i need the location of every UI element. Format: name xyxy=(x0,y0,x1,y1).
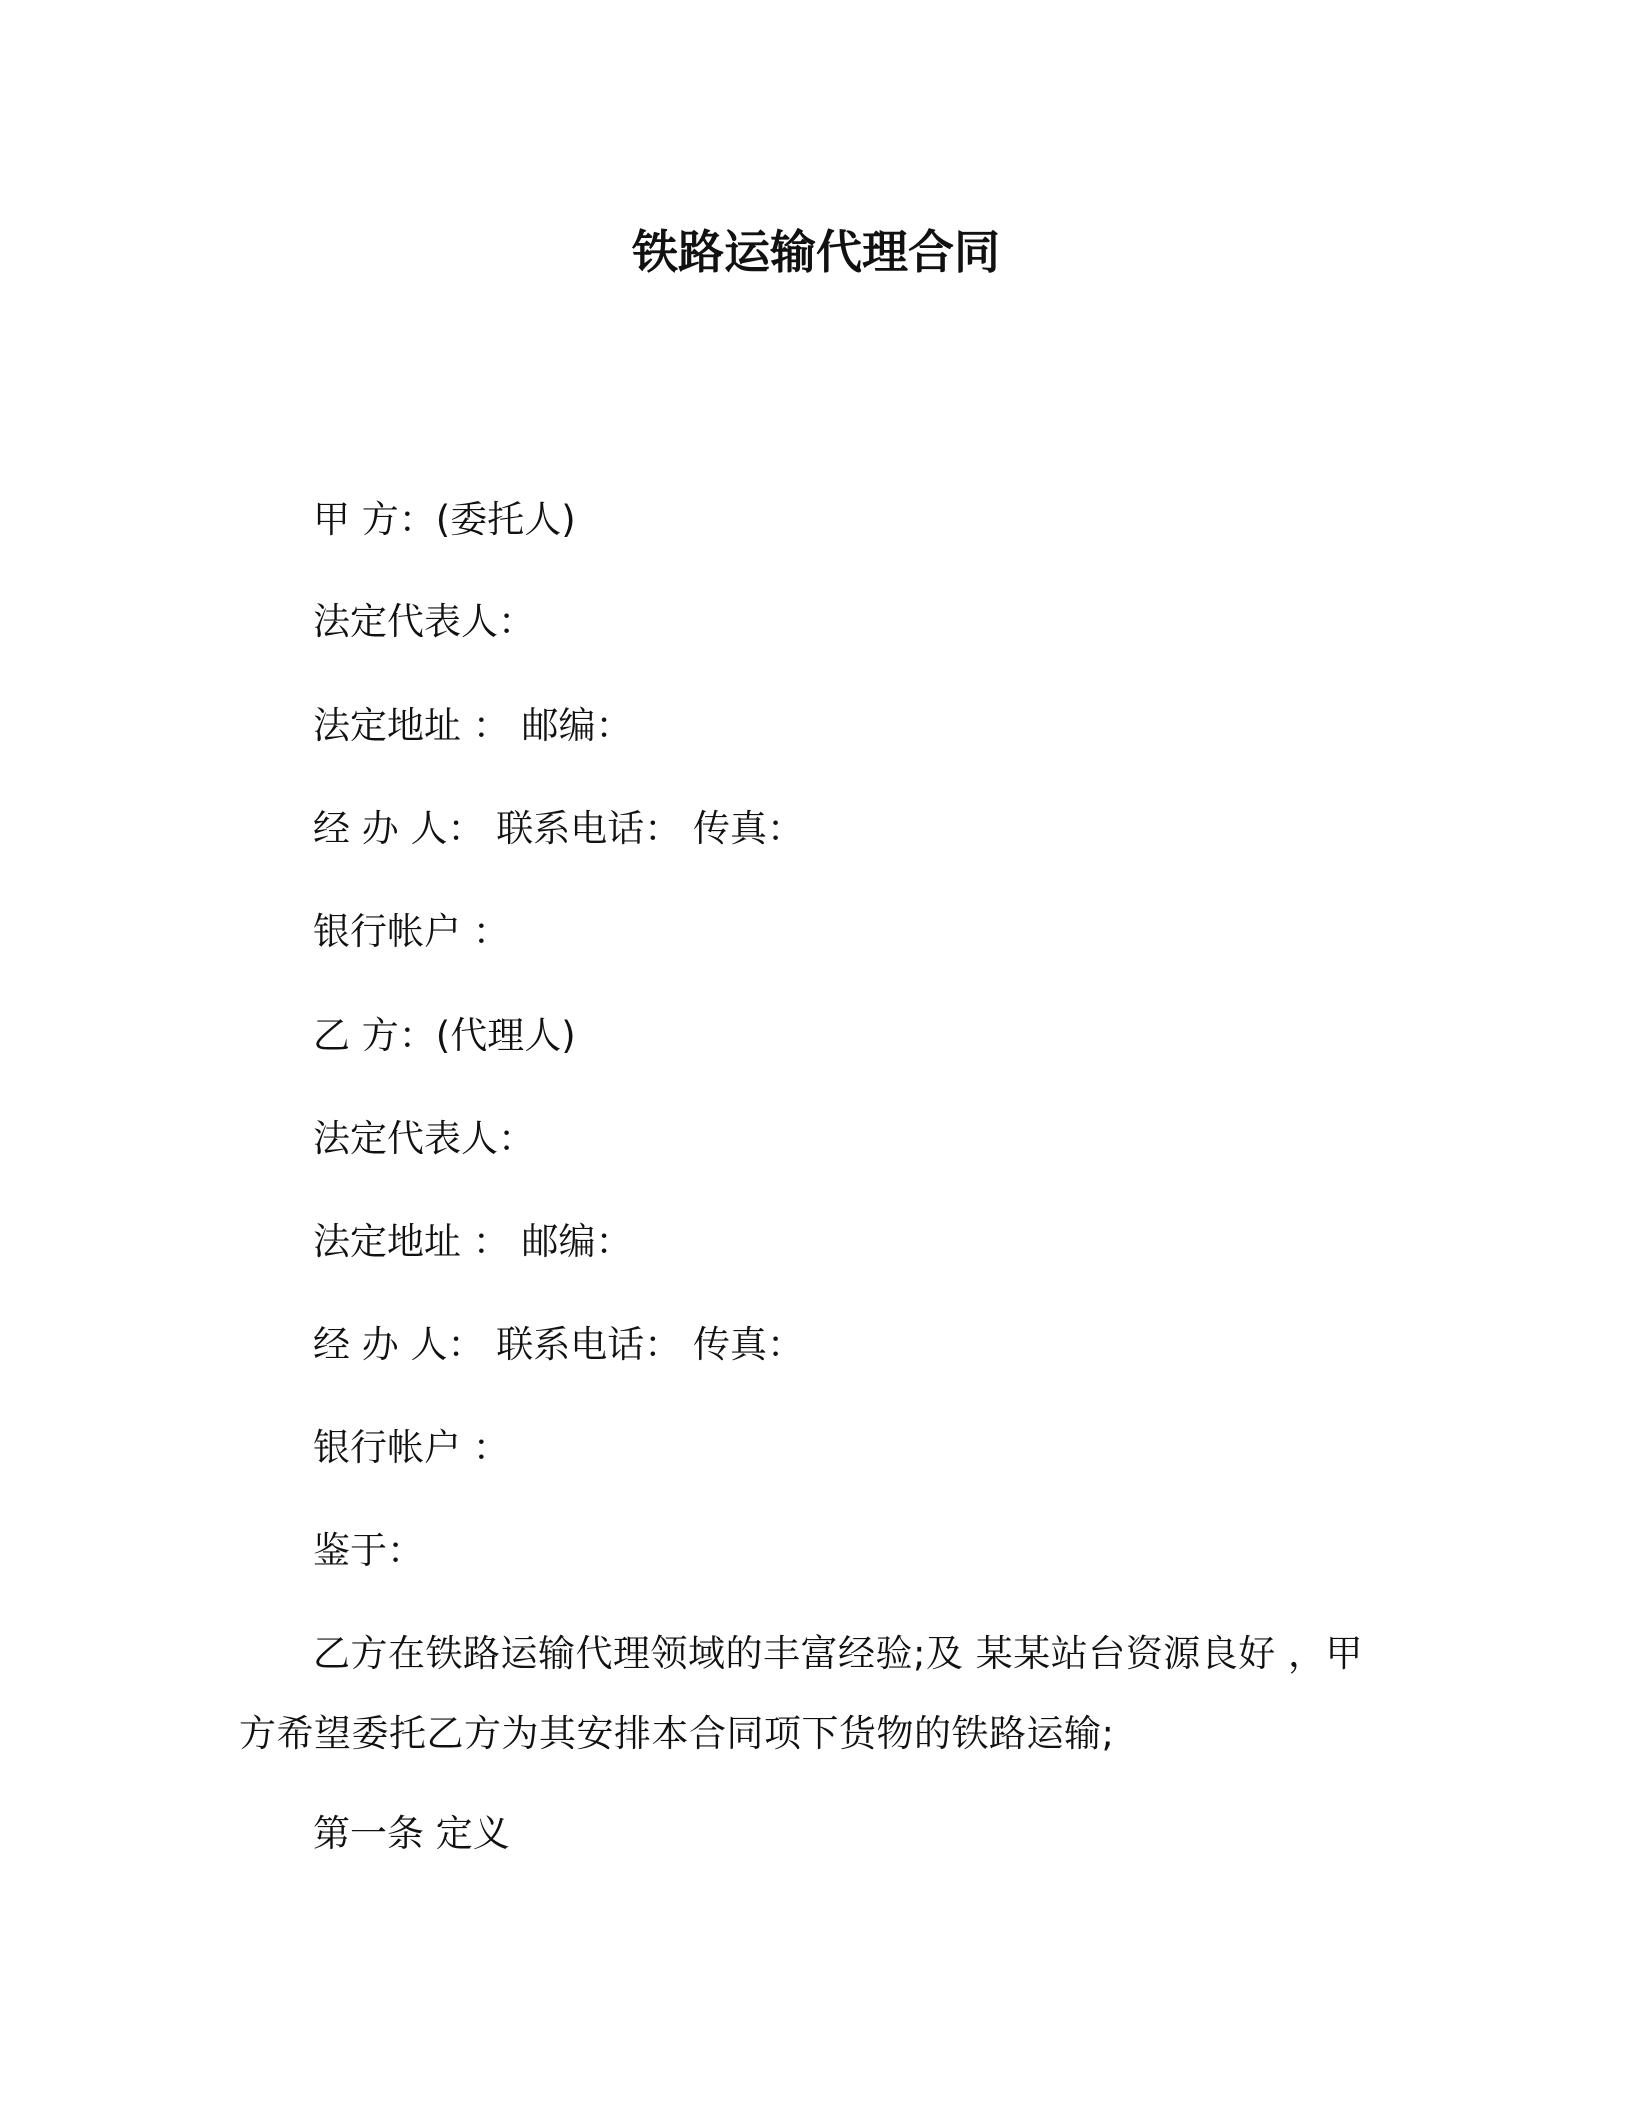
party-b-bank: 银行帐户 ： xyxy=(313,1426,510,1469)
whereas-paragraph: 乙方在铁路运输代理领域的丰富经验;及 某某站台资源良好 ，甲方希望委托乙方为其安排本合同项下货物的铁路运输; xyxy=(239,1632,1363,1755)
party-a-label: 甲 方：(委托人) xyxy=(313,498,576,541)
party-a-handler: 经 办 人： 联系电话： 传真： xyxy=(313,807,805,850)
party-b-handler: 经 办 人： 联系电话： 传真： xyxy=(313,1323,805,1366)
whereas-label: 鉴于： xyxy=(313,1529,424,1572)
party-b-address: 法定地址 ： 邮编： xyxy=(313,1220,633,1263)
party-a-address: 法定地址 ： 邮编： xyxy=(313,704,633,747)
article-1-heading: 第一条 定义 xyxy=(313,1812,510,1855)
party-a-legal-rep: 法定代表人： xyxy=(313,600,535,643)
document-title: 铁路运输代理合同 xyxy=(632,225,1000,279)
party-b-label: 乙 方：(代理人) xyxy=(313,1014,576,1057)
party-a-bank: 银行帐户 ： xyxy=(313,910,510,953)
party-b-legal-rep: 法定代表人： xyxy=(313,1117,535,1160)
